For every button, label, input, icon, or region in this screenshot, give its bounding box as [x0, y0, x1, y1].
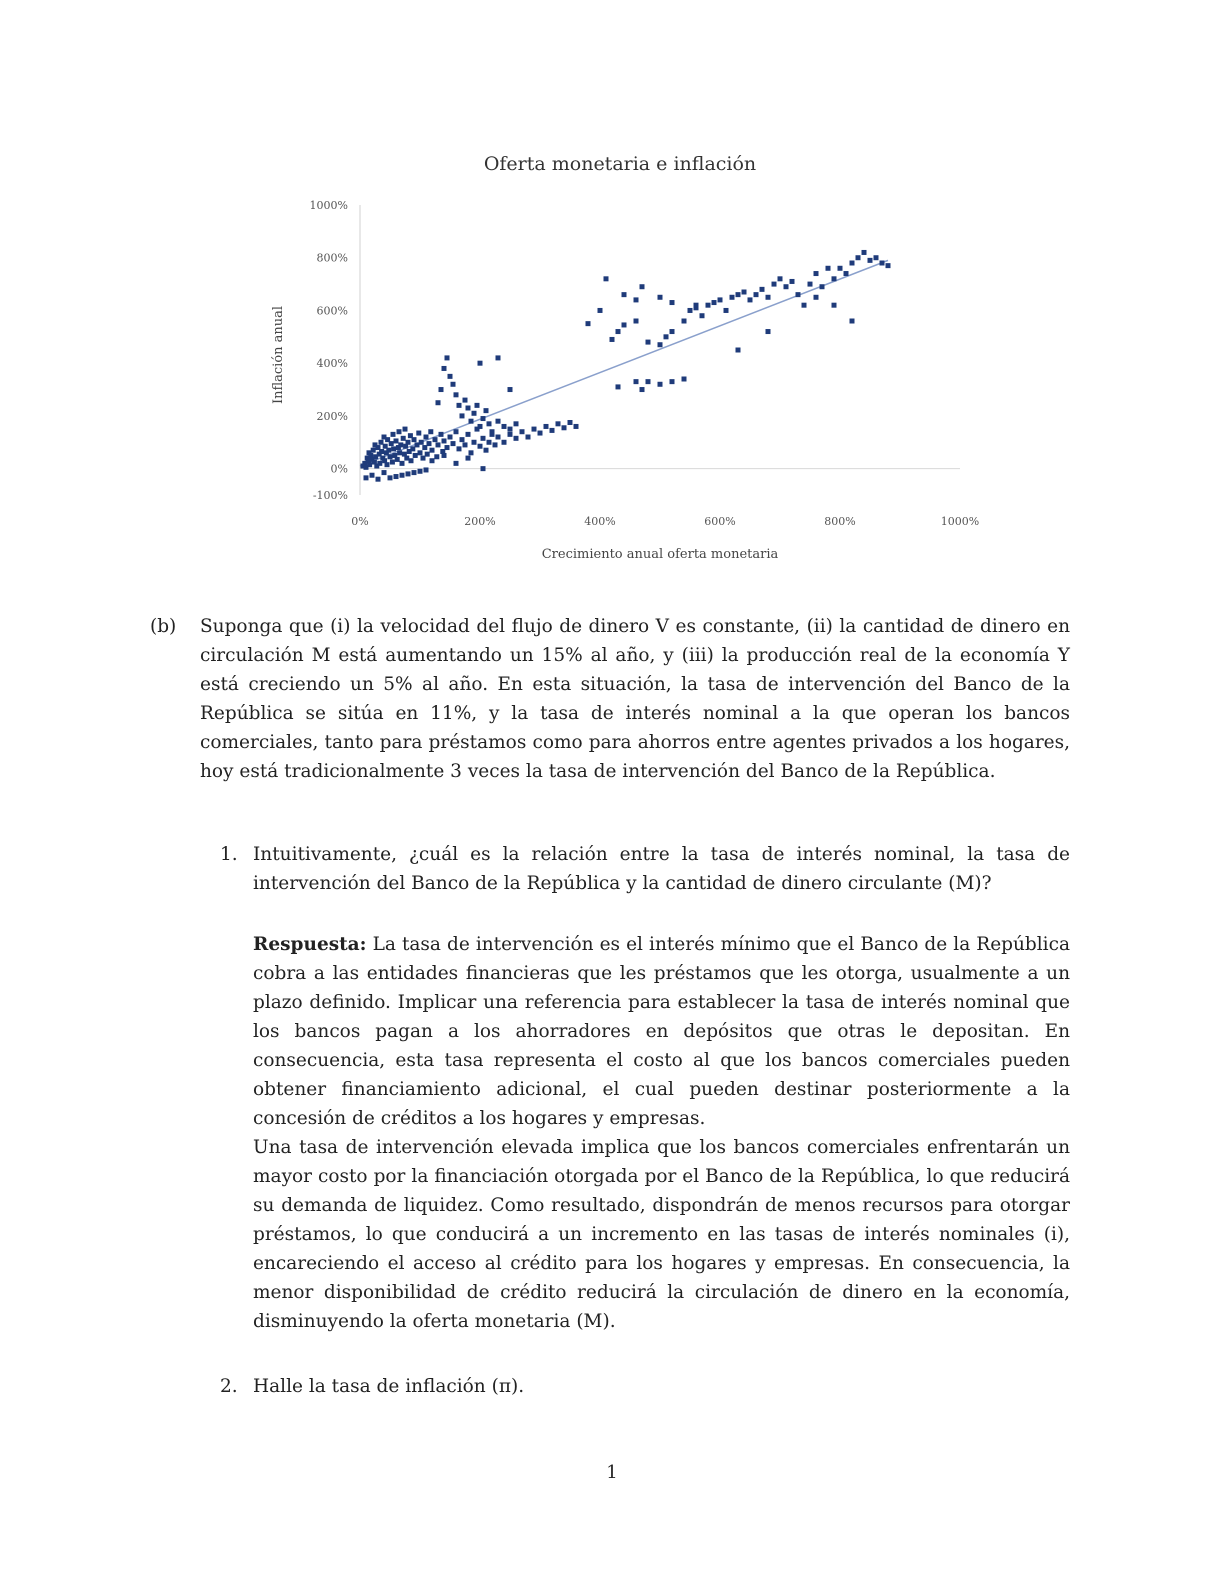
chart-title: Oferta monetaria e inflación: [483, 153, 757, 175]
data-point: [784, 284, 789, 289]
data-point: [433, 437, 438, 442]
data-point: [862, 250, 867, 255]
data-point: [418, 469, 423, 474]
data-point: [670, 379, 675, 384]
data-point: [376, 477, 381, 482]
x-tick-label: 800%: [824, 515, 856, 528]
data-point: [379, 449, 384, 454]
x-tick-label: 600%: [704, 515, 736, 528]
item-number: 1.: [220, 844, 238, 865]
data-point: [436, 400, 441, 405]
data-point: [610, 337, 615, 342]
data-point: [634, 297, 639, 302]
item-text: Intuitivamente, ¿cuál es la relación entre la tasa de interés nominal, la tasa de intervención del Banco de la República y la cantidad de dinero circulante (M)?: [253, 844, 1070, 894]
data-point: [412, 437, 417, 442]
y-tick-label: 1000%: [309, 199, 348, 212]
data-point: [640, 387, 645, 392]
data-point: [622, 292, 627, 297]
data-point: [682, 319, 687, 324]
data-point: [481, 416, 486, 421]
data-point: [469, 419, 474, 424]
data-point: [389, 441, 394, 446]
data-point: [478, 361, 483, 366]
data-point: [403, 427, 408, 432]
data-point: [419, 440, 424, 445]
data-point: [481, 436, 486, 441]
data-point: [820, 284, 825, 289]
data-point: [856, 255, 861, 260]
data-point: [640, 284, 645, 289]
data-point: [466, 432, 471, 437]
data-point: [496, 435, 501, 440]
data-point: [508, 432, 513, 437]
item-number: 2.: [220, 1376, 238, 1397]
data-point: [670, 300, 675, 305]
data-point: [562, 425, 567, 430]
data-point: [634, 379, 639, 384]
data-point: [457, 403, 462, 408]
data-point: [391, 432, 396, 437]
data-point: [736, 292, 741, 297]
data-point: [428, 429, 433, 434]
data-point: [463, 398, 468, 403]
data-point: [670, 329, 675, 334]
data-point: [604, 276, 609, 281]
x-tick-label: 1000%: [940, 515, 980, 528]
data-point: [493, 442, 498, 447]
data-point: [442, 438, 447, 443]
data-point: [868, 258, 873, 263]
data-point: [508, 427, 513, 432]
data-point: [413, 453, 418, 458]
data-point: [394, 438, 399, 443]
data-point: [448, 374, 453, 379]
data-point: [377, 461, 382, 466]
y-tick-label: 200%: [316, 409, 348, 423]
y-tick-label: 400%: [316, 357, 348, 371]
data-point: [682, 377, 687, 382]
question-number: (b): [150, 616, 177, 637]
data-point: [385, 462, 390, 467]
data-point: [802, 303, 807, 308]
data-point: [700, 313, 705, 318]
x-axis-ticks: [351, 515, 979, 528]
data-point: [874, 255, 879, 260]
data-point: [754, 292, 759, 297]
data-point: [664, 334, 669, 339]
scatter-chart: [260, 140, 1020, 580]
data-point: [430, 458, 435, 463]
data-point: [412, 470, 417, 475]
y-tick-label: 0%: [330, 462, 348, 476]
answer-paragraph-2: Una tasa de intervención elevada implica que los bancos comerciales enfrentarán un mayor costo por la financiación otorgada por el Banco de la República, lo que reducirá su demanda de liquidez. Como resultado, dispondrán de menos recursos para otorgar préstamos, lo que conducirá a un incremento en las tasas de interés nominales (i), encareciendo el acceso al crédito para los hogares y empresas. En consecuencia, la menor disponibilidad de crédito reducirá la circulación de dinero en la economía, disminuyendo la oferta monetaria (M).: [253, 1137, 1070, 1332]
data-point: [463, 442, 468, 447]
data-point: [814, 271, 819, 276]
data-point: [556, 421, 561, 426]
data-point: [424, 435, 429, 440]
data-point: [367, 462, 372, 467]
data-point: [484, 408, 489, 413]
x-tick-label: 200%: [464, 515, 496, 528]
data-point: [760, 287, 765, 292]
data-point: [850, 319, 855, 324]
data-point: [496, 419, 501, 424]
answer-paragraph-1: [253, 930, 1070, 1133]
data-point: [454, 461, 459, 466]
item-2: [220, 1372, 1070, 1401]
data-point: [712, 300, 717, 305]
data-point: [766, 295, 771, 300]
data-point: [397, 429, 402, 434]
data-point: [598, 308, 603, 313]
data-point: [658, 342, 663, 347]
data-point: [394, 474, 399, 479]
data-point: [400, 461, 405, 466]
data-point: [448, 435, 453, 440]
data-point: [409, 458, 414, 463]
data-point: [370, 473, 375, 478]
data-point: [844, 271, 849, 276]
data-point: [391, 446, 396, 451]
data-point: [454, 392, 459, 397]
data-point: [475, 403, 480, 408]
data-point: [442, 453, 447, 458]
data-point: [469, 450, 474, 455]
data-point: [445, 445, 450, 450]
data-point: [724, 308, 729, 313]
data-point: [395, 457, 400, 462]
data-point: [442, 366, 447, 371]
data-point: [451, 382, 456, 387]
data-point: [688, 308, 693, 313]
data-point: [439, 387, 444, 392]
data-point: [808, 282, 813, 287]
y-tick-label: 600%: [316, 304, 348, 318]
question-text: Suponga que (i) la velocidad del flujo de dinero V es constante, (ii) la cantidad de dinero en circulación M está aumentando un 15% al año, y (iii) la producción real de la economía Y está creciendo un 5% al año. En esta situación, la tasa de intervención del Banco de la República se sitúa en 11%, y la tasa de interés nominal a la que operan los bancos comerciales, tanto para préstamos como para ahorros entre agentes privados a los hogares, hoy está tradicionalmente 3 veces la tasa de intervención del Banco de la República.: [200, 616, 1070, 782]
data-point: [658, 295, 663, 300]
data-point: [658, 382, 663, 387]
data-point: [622, 322, 627, 327]
item-text: Halle la tasa de inflación (π).: [253, 1376, 525, 1397]
data-point: [850, 261, 855, 266]
data-point: [838, 266, 843, 271]
data-point: [490, 429, 495, 434]
data-point: [434, 454, 439, 459]
data-point: [466, 456, 471, 461]
data-point: [487, 440, 492, 445]
data-point: [694, 303, 699, 308]
data-point: [526, 435, 531, 440]
data-point: [646, 379, 651, 384]
data-point: [736, 348, 741, 353]
y-axis-ticks: [310, 199, 348, 502]
data-point: [496, 355, 501, 360]
data-point: [832, 276, 837, 281]
data-point: [401, 436, 406, 441]
data-point: [502, 424, 507, 429]
data-point: [436, 442, 441, 447]
data-point: [634, 319, 639, 324]
data-point: [886, 263, 891, 268]
data-point: [445, 355, 450, 360]
data-point: [880, 261, 885, 266]
data-point: [514, 436, 519, 441]
data-point: [478, 424, 483, 429]
data-points: [361, 250, 891, 482]
data-point: [390, 460, 395, 465]
data-point: [742, 290, 747, 295]
data-point: [796, 292, 801, 297]
answer-label: Respuesta:: [253, 934, 367, 955]
y-axis-label: Inflación anual: [271, 305, 286, 405]
data-point: [472, 411, 477, 416]
data-point: [424, 467, 429, 472]
data-point: [586, 321, 591, 326]
x-tick-label: 400%: [584, 515, 616, 528]
data-point: [508, 387, 513, 392]
data-point: [532, 427, 537, 432]
item-1: [220, 840, 1070, 898]
data-point: [466, 406, 471, 411]
data-point: [430, 448, 435, 453]
page-number: 1: [606, 1462, 618, 1483]
data-point: [502, 440, 507, 445]
data-point: [568, 420, 573, 425]
data-point: [457, 446, 462, 451]
data-point: [398, 442, 403, 447]
data-point: [574, 424, 579, 429]
data-point: [772, 282, 777, 287]
data-point: [538, 431, 543, 436]
data-point: [646, 340, 651, 345]
data-point: [371, 448, 376, 453]
x-axis-label: Crecimiento anual oferta monetaria: [541, 547, 779, 562]
data-point: [550, 428, 555, 433]
data-point: [826, 266, 831, 271]
data-point: [388, 454, 393, 459]
data-point: [832, 303, 837, 308]
x-tick-label: 0%: [351, 515, 369, 528]
y-tick-label: -100%: [312, 489, 348, 502]
data-point: [778, 276, 783, 281]
y-tick-label: 800%: [316, 251, 348, 265]
data-point: [748, 297, 753, 302]
data-point: [388, 475, 393, 480]
data-point: [460, 437, 465, 442]
data-point: [406, 471, 411, 476]
data-point: [460, 413, 465, 418]
answer-text-1: La tasa de intervención es el interés mínimo que el Banco de la República cobra a las entidades financieras que les préstamos que les otorga, usualmente a un plazo definido. Implicar una referencia para establecer la tasa de interés nominal que los bancos pagan a los ahorradores en depósitos que otras le depositan. En consecuencia, esta tasa representa el costo al que los bancos comerciales pueden obtener financiamiento adicional, el cual pueden destinar posteriormente a la concesión de créditos a los hogares y empresas.: [253, 934, 1070, 1129]
data-point: [454, 429, 459, 434]
data-point: [730, 295, 735, 300]
data-point: [382, 470, 387, 475]
data-point: [520, 429, 525, 434]
answer-block: [253, 930, 1070, 1336]
data-point: [766, 329, 771, 334]
data-point: [418, 450, 423, 455]
data-point: [427, 441, 432, 446]
chart-gridlines: [360, 205, 960, 495]
data-point: [514, 421, 519, 426]
data-point: [544, 424, 549, 429]
data-point: [364, 475, 369, 480]
data-point: [478, 444, 483, 449]
data-point: [439, 432, 444, 437]
question-b: [150, 612, 1070, 786]
data-point: [406, 440, 411, 445]
data-point: [481, 466, 486, 471]
data-point: [416, 431, 421, 436]
data-point: [616, 329, 621, 334]
data-point: [790, 279, 795, 284]
data-point: [814, 295, 819, 300]
data-point: [397, 450, 402, 455]
data-point: [472, 440, 477, 445]
data-point: [718, 297, 723, 302]
data-point: [425, 452, 430, 457]
data-point: [451, 441, 456, 446]
data-point: [487, 421, 492, 426]
data-point: [484, 448, 489, 453]
data-point: [616, 384, 621, 389]
data-point: [706, 303, 711, 308]
data-point: [386, 448, 391, 453]
data-point: [400, 473, 405, 478]
